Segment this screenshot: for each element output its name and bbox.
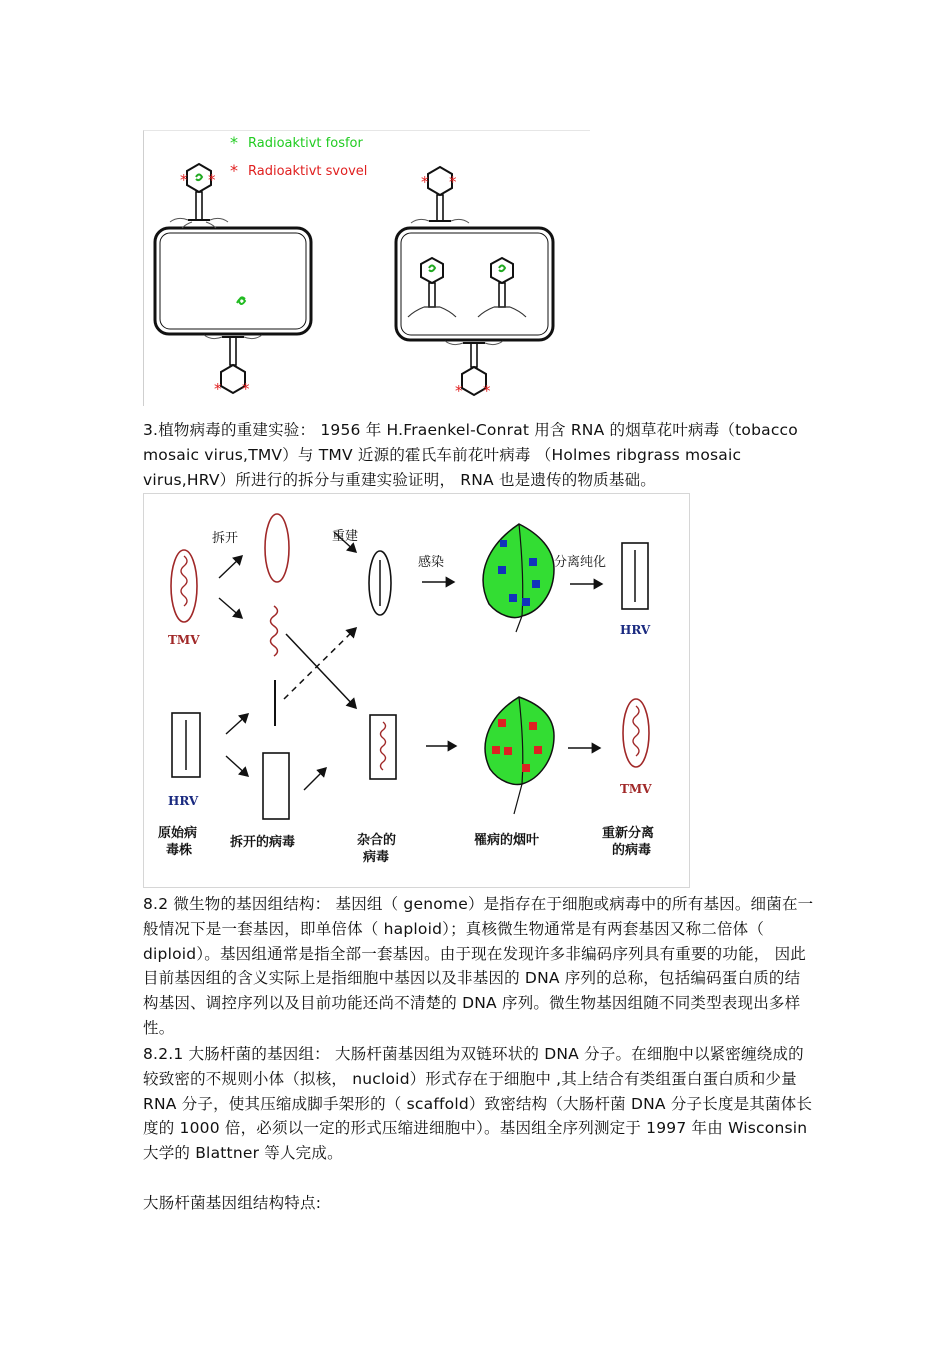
svg-text:*: * (421, 173, 429, 191)
hrv-original-virus-icon (172, 713, 200, 777)
hrv-result-virus-icon (622, 543, 648, 609)
split-step-label: 拆开 (212, 531, 239, 546)
legend-svovel-label: Radioaktivt svovel (248, 164, 368, 179)
svg-text:*: * (214, 380, 222, 398)
svg-text:*: * (455, 382, 463, 400)
progeny-phage-2-icon (478, 258, 526, 317)
split-arrow-down-icon (219, 598, 242, 618)
left-dna-icon (237, 297, 245, 304)
split-arrow-up-icon (219, 556, 242, 578)
tmv-right-label: TMV (620, 782, 652, 796)
left-top-phage-icon (170, 164, 228, 228)
tmv-capsid-icon (265, 514, 289, 582)
infected-leaf-top-icon (483, 524, 554, 632)
reconstituted-virus-bottom-icon (370, 715, 396, 779)
right-bottom-ghost-phage-icon (445, 341, 503, 400)
legend-fosfor-label: Radioaktivt fosfor (248, 136, 363, 151)
caption-reisolated-virus-line2: 的病毒 (612, 843, 652, 858)
phage-infection-figure (143, 130, 590, 406)
legend-red-star-icon: * (230, 161, 238, 180)
rebuild-arrow-bottom-icon (304, 768, 326, 790)
phage-infection-diagram (144, 131, 590, 406)
infected-leaf-bottom-icon (485, 697, 554, 814)
hrv-left-label: HRV (168, 794, 199, 808)
ecoli-genome-features-heading: 大肠杆菌基因组结构特点: (143, 1194, 322, 1212)
tmv-original-virus-icon (171, 550, 197, 622)
caption-reisolated-virus: 重新分离 (602, 826, 655, 841)
right-bacterium (396, 228, 553, 340)
caption-original-strain-line2: 毒株 (166, 843, 193, 858)
hrv-right-label: HRV (620, 623, 651, 637)
caption-hybrid-virus-line2: 病毒 (363, 850, 390, 865)
split-arrow-hrv-down-icon (226, 756, 248, 776)
reconstituted-virus-top-icon (369, 551, 391, 615)
progeny-phage-1-icon (408, 258, 456, 317)
infect-step-label: 感染 (418, 555, 445, 570)
svg-text:*: * (483, 382, 491, 400)
left-bottom-ghost-phage-icon (204, 335, 262, 398)
caption-split-virus: 拆开的病毒 (230, 835, 296, 850)
right-top-phage-icon (411, 167, 469, 223)
caption-hybrid-virus: 杂合的 (357, 833, 397, 848)
tmv-rna-icon (271, 606, 278, 656)
legend-green-star-icon: * (230, 133, 238, 152)
tmv-top-label: TMV (168, 633, 200, 647)
left-bacterium (155, 228, 311, 334)
hrv-capsid-icon (263, 753, 289, 819)
ecoli-genome-paragraph: 8.2.1 大肠杆菌的基因组： 大肠杆菌基因组为双链环状的 DNA 分子。在细胞中以紧密缠绕成的较致密的不规则小体（拟核， nucloid）形式存在于细胞中 ,其上结合有类组蛋白蛋白质和少量 RNA 分子，使其压缩成脚手架形的（ scaffold）致密结构（大肠杆菌 DNA 分子长度是其菌体长度的 1000 倍，必须以一定的形式压缩进细胞中）。基因组全序列测定于 1997 年由 Wisconsin 大学的 Blattner 等人完成。 (143, 1045, 813, 1163)
tmv-rna-to-hybrid-arrow-icon (286, 634, 356, 708)
svg-text:*: * (449, 173, 457, 191)
svg-text:*: * (242, 380, 250, 398)
tmv-result-virus-icon (623, 699, 649, 767)
caption-infected-leaf: 罹病的烟叶 (474, 833, 540, 848)
purify-step-label: 分离纯化 (554, 555, 607, 570)
genome-structure-paragraph: 8.2 微生物的基因组结构： 基因组（ genome）是指存在于细胞或病毒中的所有基因。细菌在一般情况下是一套基因，即单倍体（ haploid）；真核微生物通常是有两套基因又称二倍体（ diploid）。基因组通常是指全部一套基因。由于现在发现许多非编码序列具有重要的功能， 因此目前基因组的含义实际上是指细胞中基因以及非基因的 DNA 序列的总称，包括编码蛋白质的结构基因、调控序列以及目前功能还尚不清楚的 DNA 序列。微生物基因组随不同类型表现出多样性。 (143, 895, 814, 1037)
virus-reconstitution-figure (143, 493, 690, 888)
plant-virus-paragraph: 3.植物病毒的重建实验： 1956 年 H.Fraenkel-Conrat 用含 RNA 的烟草花叶病毒（tobacco mosaic virus,TMV）与 TMV 近源的霍氏车前花叶病毒 （Holmes ribgrass mosaic virus,HRV）所进行的拆分与重建实验证明， RNA 也是遗传的物质基础。 (143, 421, 798, 489)
hrv-rna-to-hybrid-arrow-icon (284, 628, 356, 699)
rebuild-step-label: 重建 (332, 529, 359, 544)
svg-text:*: * (180, 171, 188, 189)
caption-original-strain: 原始病 (158, 826, 198, 841)
virus-reconstitution-diagram (144, 494, 689, 887)
svg-text:*: * (208, 171, 216, 189)
split-arrow-hrv-up-icon (226, 714, 248, 734)
